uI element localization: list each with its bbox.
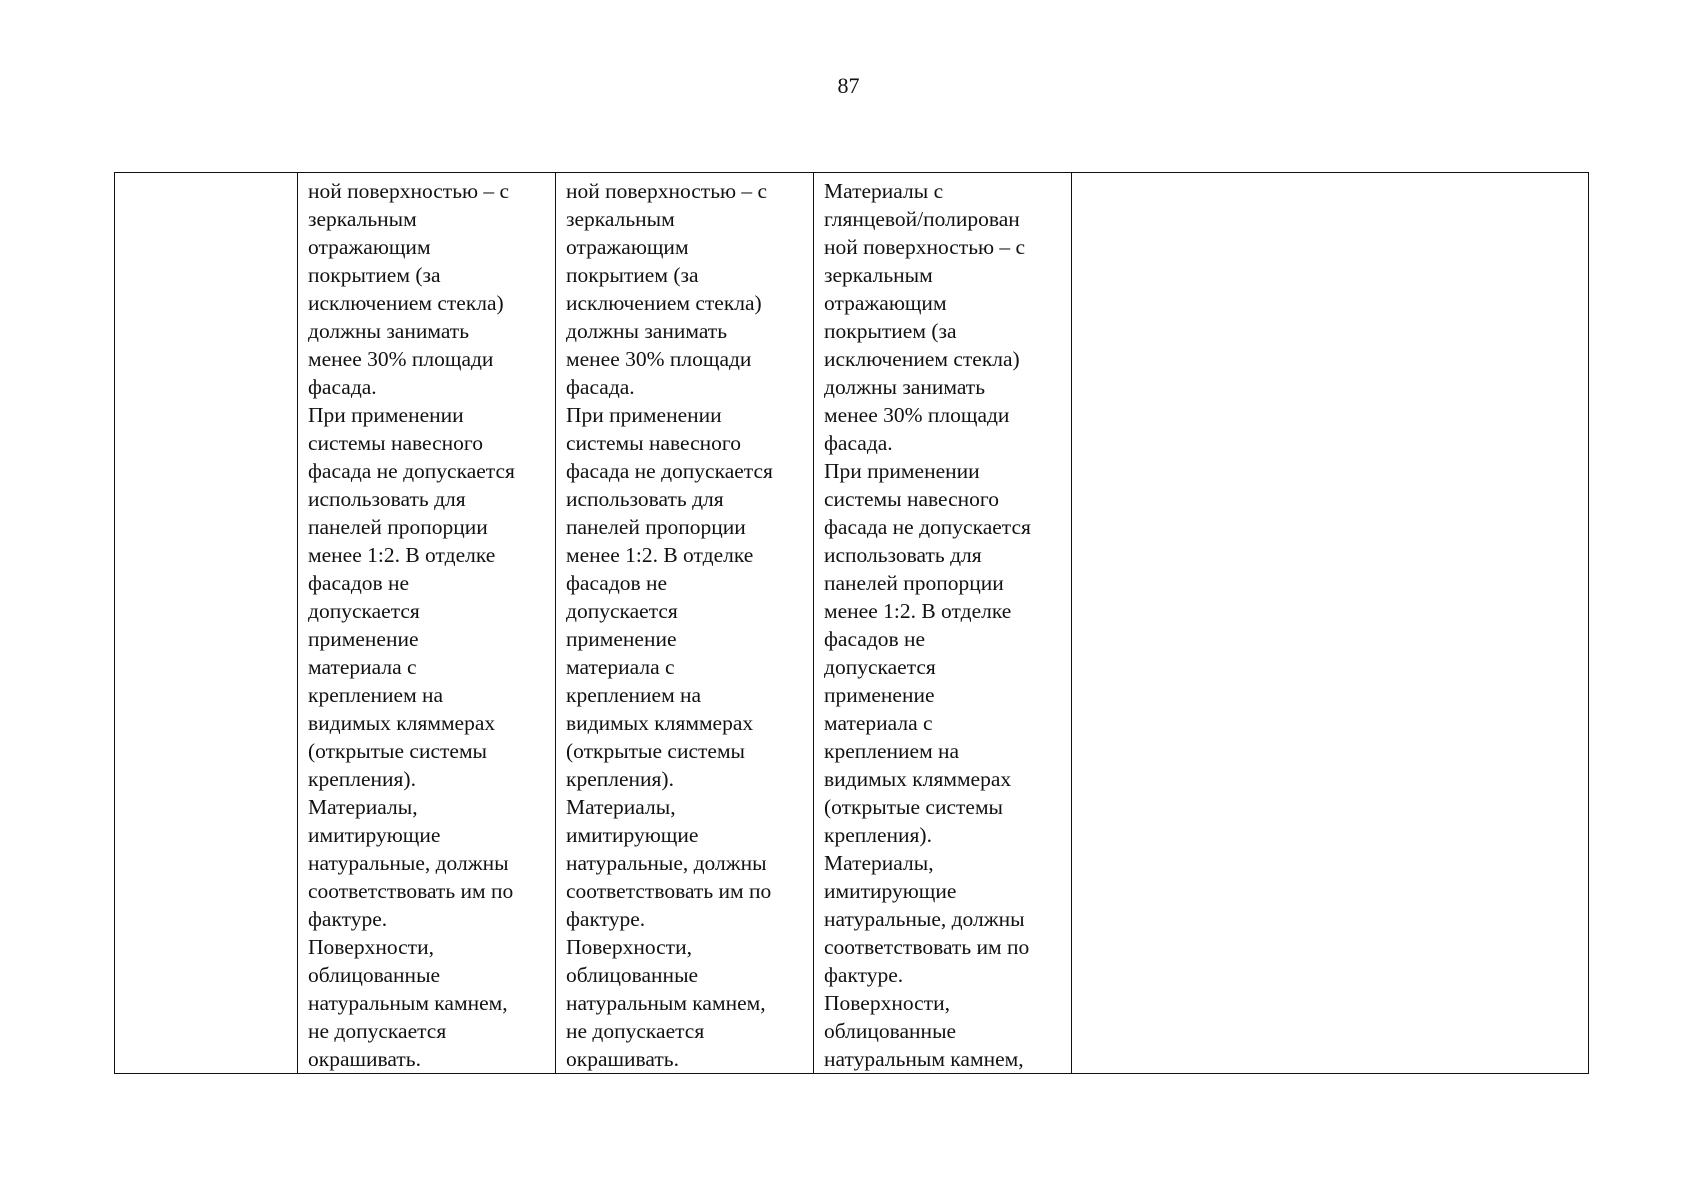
cell-text-line: должны занимать [308, 319, 470, 343]
cell-text-line: фасада не допускается [308, 459, 515, 483]
cell-text-line: видимых кляммерах [308, 711, 496, 735]
cell-text-line: При применении [308, 403, 464, 427]
cell-text-line: системы навесного [308, 431, 483, 455]
cell-text-line: фасадов не [566, 571, 668, 595]
cell-text-line: менее 30% площади [824, 403, 1010, 427]
cell-text-line: видимых кляммерах [824, 767, 1012, 791]
cell-text-line: натуральным камнем, [566, 991, 766, 1015]
cell-text-line: зеркальным [566, 207, 675, 231]
cell-text-line: системы навесного [566, 431, 741, 455]
cell-text-line: фасада. [824, 431, 893, 455]
cell-text-line: ной поверхностью – с [308, 179, 510, 203]
cell-text-line: не допускается [566, 1019, 705, 1043]
cell-text-line: Материалы, [824, 851, 934, 875]
cell-text-line: должны занимать [566, 319, 728, 343]
cell-text-line: использовать для [566, 487, 724, 511]
cell-text-line: креплением на [824, 739, 960, 763]
cell-text-line: Поверхности, [566, 935, 692, 959]
cell-text-line: фасадов не [308, 571, 410, 595]
cell-text-line: соответствовать им по [308, 879, 514, 903]
cell-text-line: облицованные [566, 963, 699, 987]
cell-text-line: натуральным камнем, [824, 1047, 1024, 1071]
cell-text-line: панелей пропорции [308, 515, 488, 539]
cell-text-line: использовать для [308, 487, 466, 511]
cell-text-line: панелей пропорции [824, 571, 1004, 595]
cell-text-line: отражающим [308, 235, 431, 259]
table-cell-4 [814, 173, 1072, 1074]
cell-text-line: фактуре. [308, 907, 388, 931]
cell-text-line: допускается [566, 599, 678, 623]
cell-text-line: (открытые системы [308, 739, 488, 763]
cell-text-line: соответствовать им по [566, 879, 772, 903]
cell-text-line: креплением на [308, 683, 444, 707]
cell-text-line: крепления). [566, 767, 674, 791]
table-cell-2 [298, 173, 556, 1074]
cell-text-line: глянцевой/полирован [824, 207, 1020, 231]
cell-text-line: исключением стекла) [566, 291, 762, 315]
cell-text-line: менее 30% площади [566, 347, 752, 371]
cell-text-line: материала с [566, 655, 675, 679]
cell-text-line: покрытием (за [566, 263, 699, 287]
cell-text-line: видимых кляммерах [566, 711, 754, 735]
cell-text-line: (открытые системы [824, 795, 1004, 819]
cell-text-line: фактуре. [566, 907, 646, 931]
cell-text-line: фасадов не [824, 627, 926, 651]
cell-text-line: соответствовать им по [824, 935, 1030, 959]
cell-text-line: Материалы, [566, 795, 676, 819]
cell-text-line: менее 1:2. В отделке [824, 599, 1012, 623]
cell-text-line: отражающим [566, 235, 689, 259]
cell-text-line: покрытием (за [824, 319, 957, 343]
cell-text-line: использовать для [824, 543, 982, 567]
cell-text-line: материала с [308, 655, 417, 679]
table-cell-1 [115, 173, 298, 1074]
cell-text-line: исключением стекла) [308, 291, 504, 315]
cell-text-line: имитирующие [308, 823, 441, 847]
cell-text-line: применение [566, 627, 677, 651]
cell-text-line: менее 1:2. В отделке [308, 543, 496, 567]
cell-text-line: Материалы с [824, 179, 944, 203]
cell-text-line: крепления). [824, 823, 932, 847]
table-cell-3 [556, 173, 814, 1074]
cell-text-line: окрашивать. [566, 1047, 679, 1071]
cell-text-line: фасада не допускается [566, 459, 773, 483]
cell-text-line: натуральные, должны [824, 907, 1025, 931]
table-cell-5 [1072, 173, 1589, 1074]
cell-text-line: имитирующие [824, 879, 957, 903]
cell-text-line: материала с [824, 711, 933, 735]
cell-text-line: зеркальным [308, 207, 417, 231]
table-row [115, 173, 1589, 1074]
cell-text-line: облицованные [824, 1019, 957, 1043]
cell-text-line: системы навесного [824, 487, 999, 511]
cell-text-line: натуральные, должны [566, 851, 767, 875]
cell-text-line: При применении [566, 403, 722, 427]
cell-text-line: облицованные [308, 963, 441, 987]
cell-text-line: Поверхности, [308, 935, 434, 959]
cell-text-line: (открытые системы [566, 739, 746, 763]
cell-text-line: фасада. [308, 375, 377, 399]
requirements-table [114, 172, 1589, 1074]
cell-text-line: При применении [824, 459, 980, 483]
cell-text-line: Материалы, [308, 795, 418, 819]
cell-text-line: менее 1:2. В отделке [566, 543, 754, 567]
cell-text-line: исключением стекла) [824, 347, 1020, 371]
cell-text-line: ной поверхностью – с [824, 235, 1026, 259]
cell-text-line: отражающим [824, 291, 947, 315]
cell-text-line: крепления). [308, 767, 416, 791]
cell-text-line: менее 30% площади [308, 347, 494, 371]
cell-text-line: ной поверхностью – с [566, 179, 768, 203]
cell-text-line: Поверхности, [824, 991, 950, 1015]
cell-text-line: применение [308, 627, 419, 651]
cell-text-line: натуральные, должны [308, 851, 509, 875]
cell-text-line: применение [824, 683, 935, 707]
cell-text-line: имитирующие [566, 823, 699, 847]
cell-text-line: фасада не допускается [824, 515, 1031, 539]
cell-text-line: фасада. [566, 375, 635, 399]
cell-text-line: фактуре. [824, 963, 904, 987]
cell-text-line: зеркальным [824, 263, 933, 287]
cell-text-line: допускается [308, 599, 420, 623]
cell-text-line: креплением на [566, 683, 702, 707]
cell-text-line: должны занимать [824, 375, 986, 399]
cell-text-line: покрытием (за [308, 263, 441, 287]
cell-text-line: не допускается [308, 1019, 447, 1043]
cell-text-line: допускается [824, 655, 936, 679]
page-number: 87 [837, 73, 860, 98]
cell-text-line: панелей пропорции [566, 515, 746, 539]
cell-text-line: окрашивать. [308, 1047, 421, 1071]
cell-text-line: натуральным камнем, [308, 991, 508, 1015]
